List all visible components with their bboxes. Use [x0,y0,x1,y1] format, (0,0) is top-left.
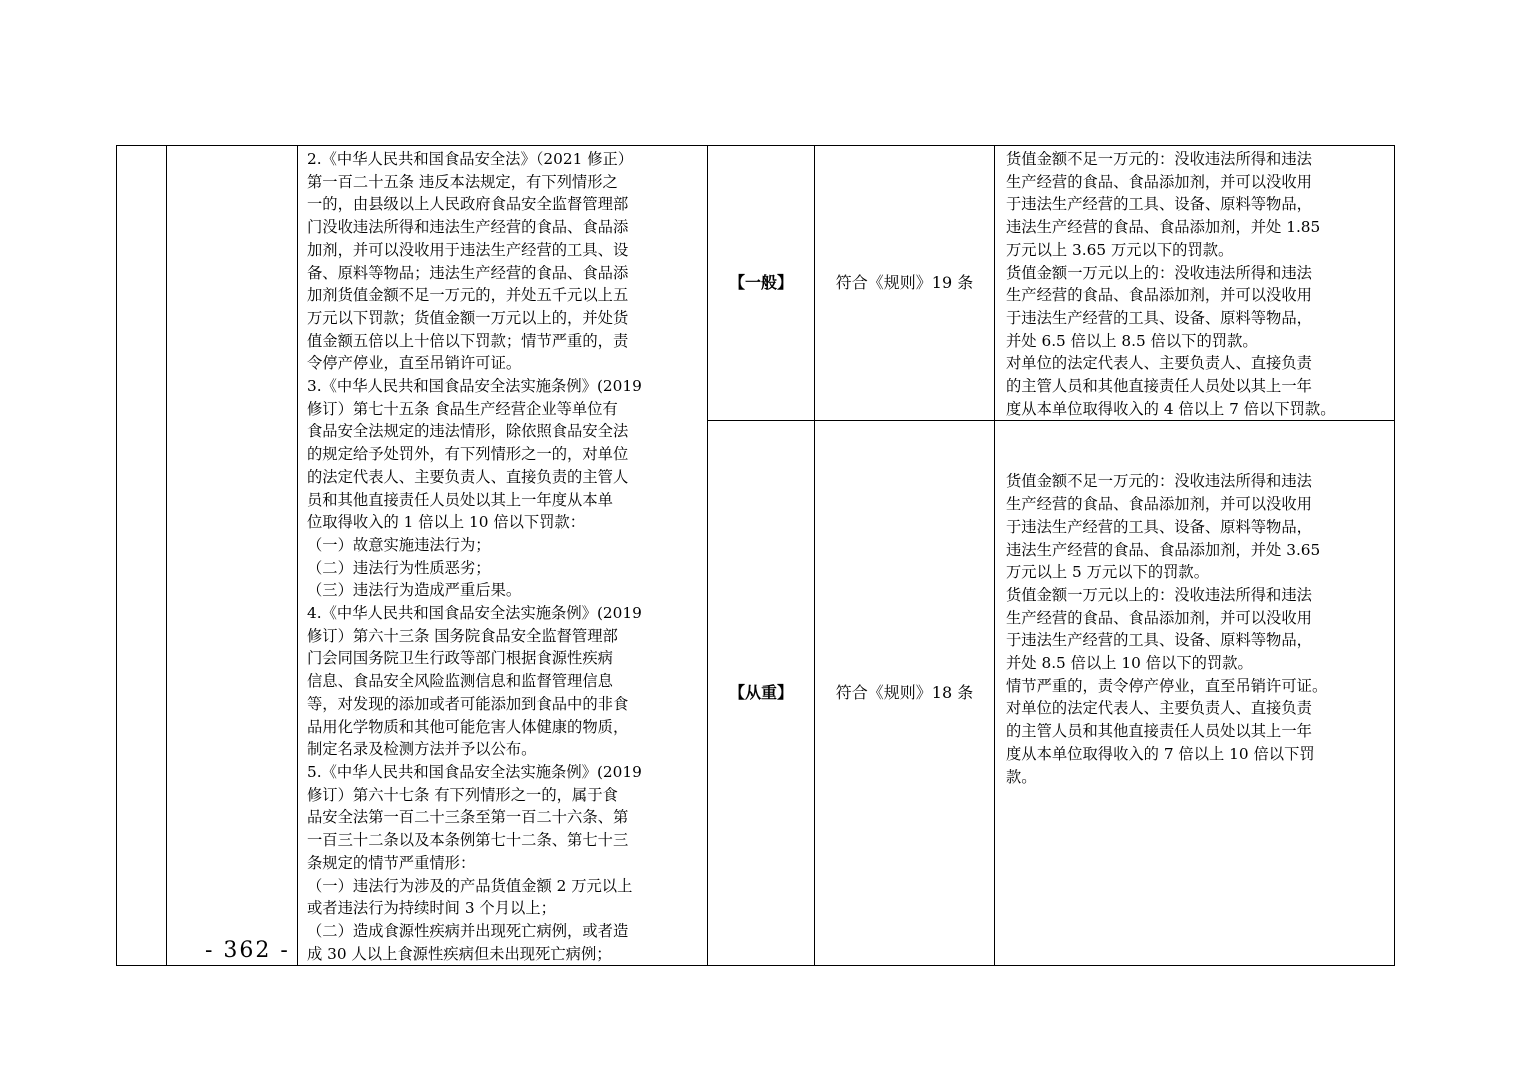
legal-basis-line: 一百三十二条以及本条例第七十二条、第七十三 [307,831,629,850]
penalty-line: 货值金额不足一万元的：没收违法所得和违法 [1006,472,1312,491]
penalty-line: 度从本单位取得收入的 7 倍以上 10 倍以下罚 [1006,744,1315,763]
penalty-line: 于违法生产经营的工具、设备、原料等物品， [1006,631,1312,650]
penalty-line: 生产经营的食品、食品添加剂，并可以没收用 [1006,172,1312,191]
penalty-line: 货值金额一万元以上的：没收违法所得和违法 [1006,263,1312,282]
page-number: - 362 - [205,938,290,963]
penalty-line: 的主管人员和其他直接责任人员处以其上一年 [1006,722,1312,741]
legal-basis-line: 成 30 人以上食源性疾病但未出现死亡病例； [307,944,612,963]
legal-basis-line: 值金额五倍以上十倍以下罚款；情节严重的，责 [307,331,629,350]
applicable-rule-general: 符合《规则》19 条 [815,146,995,421]
legal-basis-line: 2.《中华人民共和国食品安全法》（2021 修正） [307,150,634,168]
legal-basis-line: （一）违法行为涉及的产品货值金额 2 万元以上 [307,876,633,895]
legal-basis-line: 或者违法行为持续时间 3 个月以上； [307,899,556,918]
legal-basis-line: 修订）第七十五条 食品生产经营企业等单位有 [307,399,618,418]
penalty-line: 万元以上 5 万元以下的罚款。 [1006,563,1210,582]
penalty-standard-aggravated [995,421,1395,966]
penalty-line: 万元以上 3.65 万元以下的罚款。 [1006,240,1234,259]
legal-basis-line: 位取得收入的 1 倍以上 10 倍以下罚款： [307,513,586,532]
legal-basis-line: 员和其他直接责任人员处以其上一年度从本单 [307,490,613,509]
penalty-line: 对单位的法定代表人、主要负责人、直接负责 [1006,699,1312,718]
legal-basis-cell [298,146,708,966]
discretion-level-general: 【一般】 [708,146,815,421]
legal-basis-line: 第一百二十五条 违反本法规定，有下列情形之 [307,172,618,191]
legal-basis-line: 4.《中华人民共和国食品安全法实施条例》(2019 [307,604,642,623]
penalty-line: 生产经营的食品、食品添加剂，并可以没收用 [1006,286,1312,305]
legal-basis-line: 的法定代表人、主要负责人、直接负责的主管人 [307,467,629,486]
legal-basis-line: 信息、食品安全风险监测信息和监督管理信息 [307,672,613,691]
penalty-line: 货值金额一万元以上的：没收违法所得和违法 [1006,585,1312,604]
penalty-line: 款。 [1006,767,1037,786]
penalty-line: 货值金额不足一万元的：没收违法所得和违法 [1006,150,1312,168]
penalty-line: 度从本单位取得收入的 4 倍以上 7 倍以下罚款。 [1006,399,1336,418]
legal-basis-line: 一的，由县级以上人民政府食品安全监督管理部 [307,195,629,214]
legal-basis-line: 门没收违法所得和违法生产经营的食品、食品添 [307,218,629,237]
penalty-line: 违法生产经营的食品、食品添加剂，并处 1.85 [1006,218,1321,237]
legal-basis-line: 修订）第六十七条 有下列情形之一的，属于食 [307,785,618,804]
table-row [117,146,1395,421]
legal-basis-text [307,148,701,965]
discretion-level-aggravated: 【从重】 [708,421,815,966]
penalty-line: 并处 6.5 倍以上 8.5 倍以下的罚款。 [1006,331,1258,350]
penalty-standard-general-text [1006,148,1390,420]
applicable-rule-aggravated: 符合《规则》18 条 [815,421,995,966]
penalty-table [116,145,1395,966]
legal-basis-line: 制定名录及检测方法并予以公布。 [307,740,537,759]
legal-basis-line: 品用化学物质和其他可能危害人体健康的物质， [307,717,629,736]
legal-basis-line: 万元以下罚款；货值金额一万元以上的，并处货 [307,308,629,327]
legal-basis-line: 条规定的情节严重情形： [307,853,476,872]
legal-basis-line: 食品安全法规定的违法情形，除依照食品安全法 [307,422,629,441]
legal-basis-line: 品安全法第一百二十三条至第一百二十六条、第 [307,808,629,827]
penalty-standard-general [995,146,1395,421]
penalty-standard-aggravated-text [1006,470,1390,918]
legal-basis-line: 5.《中华人民共和国食品安全法实施条例》(2019 [307,762,642,781]
item-name-cell [167,146,298,966]
legal-basis-line: 修订）第六十三条 国务院食品安全监督管理部 [307,626,618,645]
penalty-line: 于违法生产经营的工具、设备、原料等物品， [1006,195,1312,214]
index-cell [117,146,167,966]
penalty-line: 生产经营的食品、食品添加剂，并可以没收用 [1006,608,1312,627]
legal-basis-line: （三）违法行为造成严重后果。 [307,581,522,600]
legal-basis-line: （二）违法行为性质恶劣； [307,558,491,577]
legal-basis-line: 加剂，并可以没收用于违法生产经营的工具、设 [307,240,629,259]
legal-basis-line: 3.《中华人民共和国食品安全法实施条例》(2019 [307,377,642,396]
legal-basis-line: 的规定给予处罚外，有下列情形之一的，对单位 [307,445,629,464]
legal-basis-line: 令停产停业，直至吊销许可证。 [307,354,522,373]
legal-basis-line: 加剂货值金额不足一万元的，并处五千元以上五 [307,286,629,305]
legal-basis-line: （二）造成食源性疾病并出现死亡病例，或者造 [307,921,629,940]
penalty-line: 情节严重的，责令停产停业，直至吊销许可证。 [1006,676,1328,695]
legal-basis-line: （一）故意实施违法行为； [307,535,491,554]
legal-basis-line: 门会同国务院卫生行政等部门根据食源性疾病 [307,649,613,668]
penalty-line: 并处 8.5 倍以上 10 倍以下的罚款。 [1006,654,1253,673]
legal-basis-line: 备、原料等物品；违法生产经营的食品、食品添 [307,263,629,282]
penalty-line: 生产经营的食品、食品添加剂，并可以没收用 [1006,495,1312,514]
penalty-line: 违法生产经营的食品、食品添加剂，并处 3.65 [1006,540,1321,559]
penalty-line: 对单位的法定代表人、主要负责人、直接负责 [1006,354,1312,373]
penalty-line: 于违法生产经营的工具、设备、原料等物品， [1006,308,1312,327]
penalty-line: 的主管人员和其他直接责任人员处以其上一年 [1006,377,1312,396]
penalty-line: 于违法生产经营的工具、设备、原料等物品， [1006,517,1312,536]
legal-basis-line: 等，对发现的添加或者可能添加到食品中的非食 [307,694,629,713]
